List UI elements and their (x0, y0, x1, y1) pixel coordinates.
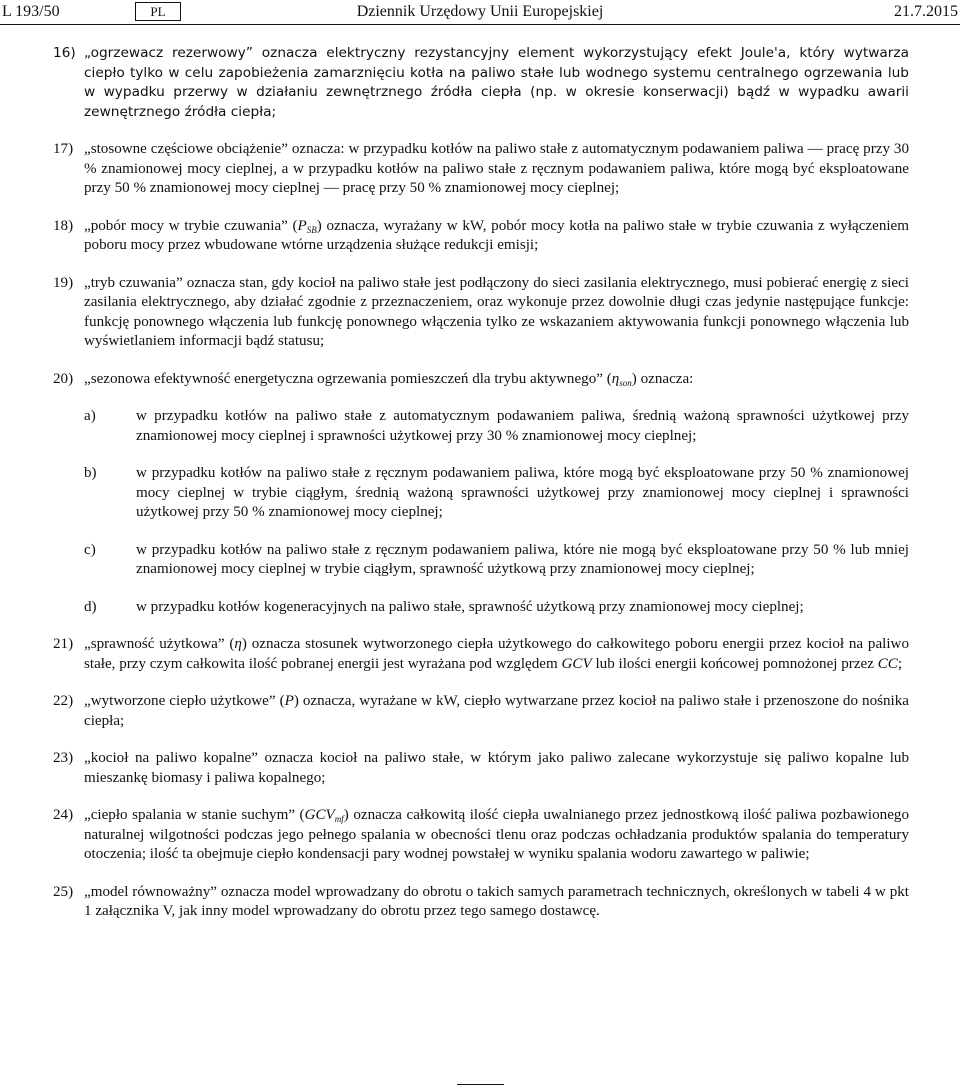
footer-divider (457, 1084, 504, 1085)
subitem-text: w przypadku kotłów na paliwo stałe z ręcznym podawaniem paliwa, które mogą być eksploatowane przy 50 % znamionowej mocy cieplnej w trybie ciągłym, średnią ważoną sprawności użytkowej przy znamionowej mocy cieplnej i sprawności użytkowej przy 50 % znamionowej mocy cieplnej; (136, 465, 909, 520)
item-number: 18) (53, 217, 74, 234)
item-text: „tryb czuwania” oznacza stan, gdy kocioł na paliwo stałe jest podłączony do sieci zasilania elektrycznego, musi pobierać energię z sieci zasilania elektrycznego, aby działać zgodnie z przeznaczeniem, oraz wykonuje przez dowolnie długi czas jedynie następujące funkcje: funkcję ponownego włączenia lub funkcję ponownego włączenia tylko ze wskazaniem aktywowania funkcji ponownego włączenia lub wyświetlaniem informacji bądź statusu; (84, 274, 909, 349)
item-text: ) oznacza: (631, 370, 694, 387)
item-text-lead: „ciepło spalania w stanie suchym” ( (84, 807, 305, 823)
definition-25 (53, 883, 909, 922)
document-body (53, 44, 909, 922)
symbol-subscript: SB (306, 224, 317, 235)
definition-19 (53, 274, 909, 352)
publication-date: 21.7.2015 (894, 3, 958, 20)
item-number: 21) (53, 636, 74, 652)
definition-23 (53, 749, 909, 788)
item-text-lead: „sprawność użytkowa” ( (84, 636, 235, 652)
subitem-text: w przypadku kotłów na paliwo stałe z ręcznym podawaniem paliwa, które nie mogą być eksploatowane przy 50 % lub mniej znamionowej mocy cieplnej w trybie ciągłym, sprawność użytkową przy znamionowej mocy cieplnej; (136, 541, 909, 577)
item-text-lead: „pobór mocy w trybie czuwania” ( (84, 217, 298, 234)
subitem-letter: a) (84, 408, 96, 424)
item-number: 22) (53, 693, 74, 709)
definition-18 (53, 217, 909, 256)
definition-24 (53, 806, 909, 865)
item-text: „model równoważny” oznacza model wprowadzany do obrotu o takich samych parametrach technicznych, określonych w tabeli 4 w pkt 1 załącznika V, jak inny model wprowadzany do obrotu przez tego samego dostawcę. (84, 883, 909, 919)
subitem-letter: c) (84, 541, 96, 558)
definition-17 (53, 140, 909, 199)
item-text: „kocioł na paliwo kopalne” oznacza kocioł na paliwo stałe, w którym jako paliwo zalecane wykorzystuje się paliwo kopalne lub mieszankę biomasy i paliwa kopalnego; (84, 750, 909, 786)
item-text: ) oznacza, wyrażane w kW, ciepło wytwarzane przez kocioł na paliwo stałe i przenoszone do nośnika ciepła; (84, 693, 909, 729)
symbol: η (234, 636, 242, 652)
item-text-lead: „wytworzone ciepło użytkowe” ( (84, 693, 285, 709)
item-text-end: ; (897, 655, 903, 672)
item-number: 17) (53, 141, 74, 157)
item-text: „stosowne częściowe obciążenie” oznacza: w przypadku kotłów na paliwo stałe z automatycznym podawaniem paliwa — pracę przy 30 % znamionowej mocy cieplnej, a w przypadku kotłów na paliwo stałe z ręcznym podawaniem paliwa, które mogą być eksploatowane przy 50 % znamionowej mocy cieplnej — pracę przy 50 % znamionowej mocy cieplnej; (84, 141, 909, 196)
definition-20-c (84, 541, 909, 580)
item-text-cont: lub ilości energii końcowej pomnożonej przez (591, 655, 878, 672)
definition-20-b (84, 464, 909, 523)
definition-21 (53, 635, 909, 674)
item-number: 20) (53, 370, 74, 387)
subitem-text: w przypadku kotłów kogeneracyjnych na paliwo stałe, sprawność użytkową przy znamionowej mocy cieplnej; (136, 598, 804, 615)
language-badge: PL (135, 2, 181, 21)
symbol: η (611, 370, 620, 387)
item-number: 23) (53, 750, 74, 766)
symbol-cc: CC (877, 655, 898, 672)
item-text: „ogrzewacz rezerwowy” oznacza elektryczny rezystancyjny element wykorzystujący efekt Joule'a, który wytwarza ciepło tylko w celu zapobieżenia zamarznięciu kotła na paliwo stałe lub wodnego systemu centralnego ogrzewania lub w wypadku przerwy w działaniu zewnętrznego źródła ciepła (np. w okresie konserwacji) bądź w wypadku awarii zewnętrznego źródła ciepła; (84, 45, 909, 120)
item-text-lead: „sezonowa efektywność energetyczna ogrzewania pomieszczeń dla trybu aktywnego” ( (84, 370, 612, 387)
definition-16 (53, 44, 909, 122)
item-text: ) oznacza całkowitą ilość ciepła uwalnianego przez jednostkową ilość paliwa pozbawionego naturalnej wilgotności podczas jego pełnego spalania w obecności tlenu oraz podczas ochładzania produktów spalania do temperatury otoczenia; ilość ta obejmuje ciepło kondensacji pary wodnej powstałej w wyniku spalania wodoru zawartego w paliwie; (84, 807, 909, 862)
definition-20 (53, 370, 909, 390)
subitem-letter: b) (84, 465, 97, 481)
page-header (0, 0, 960, 24)
symbol: P (297, 217, 307, 234)
definition-20-a (84, 407, 909, 446)
item-number: 19) (53, 274, 74, 291)
definition-20-d (84, 598, 909, 618)
symbol-gcv: GCV (561, 655, 592, 672)
item-text: ) oznacza, wyrażany w kW, pobór mocy kotła na paliwo stałe w trybie czuwania z wyłączeniem poboru mocy przez wbudowane wtórne urządzenia służące redukcji emisji; (84, 217, 909, 253)
item-number: 16) (53, 45, 76, 61)
subitem-letter: d) (84, 598, 97, 615)
item-number: 24) (53, 807, 74, 823)
symbol: P (284, 693, 294, 709)
definition-22 (53, 692, 909, 731)
symbol-subscript: son (619, 377, 632, 388)
symbol: GCV (304, 807, 335, 823)
item-text: ) oznacza stosunek wytworzonego ciepła użytkowego do całkowitego poboru energii przez kocioł na paliwo stałe, przy czym całkowita ilość pobranej energii jest wyrażana pod względem (84, 636, 909, 672)
header-divider (0, 24, 960, 25)
page-reference: L 193/50 (2, 3, 60, 20)
item-number: 25) (53, 883, 74, 900)
journal-title: Dziennik Urzędowy Unii Europejskiej (356, 3, 604, 20)
symbol-subscript: mf (334, 814, 344, 824)
subitem-text: w przypadku kotłów na paliwo stałe z automatycznym podawaniem paliwa, średnią ważoną sprawności użytkowej przy znamionowej mocy cieplnej i sprawności użytkowej przy 30 % znamionowej mocy cieplnej; (136, 408, 909, 444)
